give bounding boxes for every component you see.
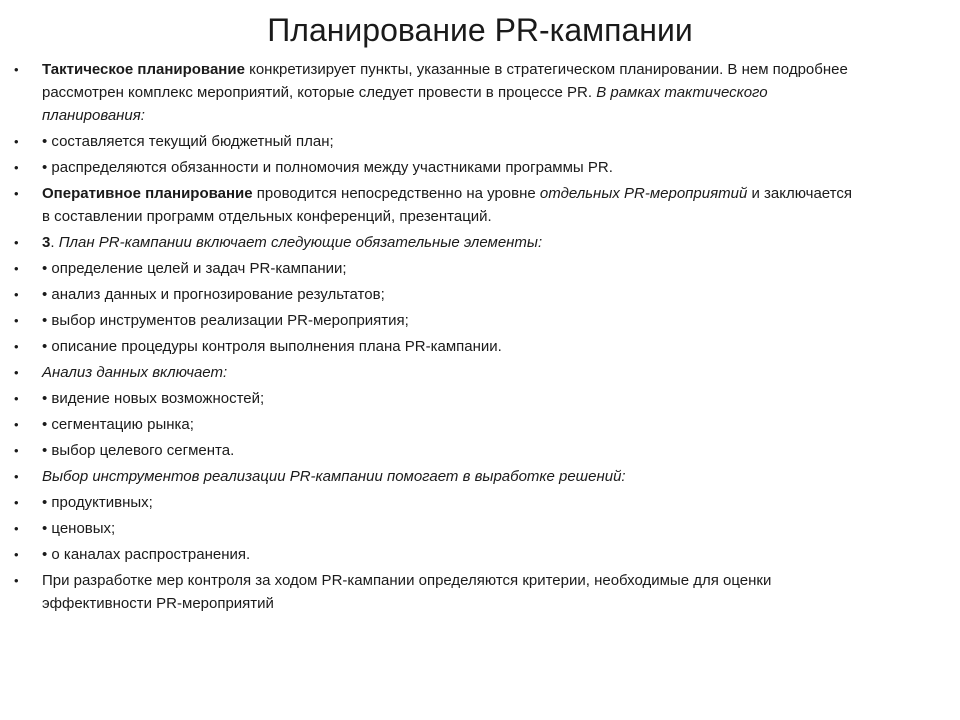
bullet-marker: •	[14, 62, 19, 77]
bullet-marker: •	[14, 160, 19, 175]
bullet-marker: •	[14, 261, 19, 276]
item-text: проводится непосредственно на уровне	[252, 185, 540, 202]
item-text: • описание процедуры контроля выполнения плана PR-кампании.	[42, 338, 502, 355]
item-text-continued: и заключается в составлении программ отдельных конференций, презентаций.	[42, 185, 852, 225]
item-text: • выбор инструментов реализации PR-мероприятия;	[42, 312, 409, 329]
list-item	[14, 130, 864, 153]
italic-text: План PR-кампании включает следующие обязательные элементы:	[58, 234, 543, 251]
list-item	[14, 58, 864, 127]
item-text: • распределяются обязанности и полномочия между участниками программы PR.	[42, 159, 613, 176]
list-item	[14, 387, 864, 410]
bold-term: 3	[42, 234, 51, 251]
item-text: • составляется текущий бюджетный план;	[42, 133, 334, 150]
bullet-marker: •	[14, 547, 19, 562]
italic-text: отдельных PR-мероприятий	[539, 185, 748, 202]
list-item	[14, 543, 864, 566]
bullet-marker: •	[14, 417, 19, 432]
slide-title: Планирование PR-кампании	[267, 12, 693, 48]
bullet-marker: •	[14, 521, 19, 536]
item-text: • продуктивных;	[42, 494, 153, 511]
list-item	[14, 517, 864, 540]
list-item	[14, 156, 864, 179]
list-item	[14, 413, 864, 436]
italic-text: Выбор инструментов реализации PR-кампании помогает в выработке решений:	[42, 468, 626, 485]
bullet-marker: •	[14, 287, 19, 302]
list-item	[14, 283, 864, 306]
item-text: • анализ данных и прогнозирование результатов;	[42, 286, 385, 303]
list-item	[14, 491, 864, 514]
list-item	[14, 569, 864, 615]
bullet-marker: •	[14, 134, 19, 149]
italic-text: Анализ данных включает:	[42, 364, 228, 381]
italic-text: В рамках тактического планирования:	[42, 84, 768, 124]
list-item	[14, 309, 864, 332]
list-item	[14, 335, 864, 358]
bullet-marker: •	[14, 573, 19, 588]
list-item	[14, 439, 864, 462]
bullet-marker: •	[14, 313, 19, 328]
item-text: .	[50, 234, 59, 251]
item-text: • о каналах распространения.	[42, 546, 251, 563]
bold-term: Тактическое планирование	[42, 61, 245, 78]
item-text: • выбор целевого сегмента.	[42, 442, 235, 459]
list-item	[14, 257, 864, 280]
bullet-marker: •	[14, 365, 19, 380]
item-text: конкретизирует пункты, указанные в стратегическом планировании. В нем подробнее рассмотрен комплекс мероприятий, которые следует провести в процессе PR.	[42, 61, 848, 101]
bullet-marker: •	[14, 495, 19, 510]
bullet-marker: •	[14, 186, 19, 201]
list-item	[14, 231, 864, 254]
bold-term: Оперативное планирование	[42, 185, 253, 202]
item-text: • видение новых возможностей;	[42, 390, 265, 407]
bullet-marker: •	[14, 235, 19, 250]
bullet-marker: •	[14, 391, 19, 406]
item-text: • определение целей и задач PR-кампании;	[42, 260, 347, 277]
list-item	[14, 361, 864, 384]
bullet-marker: •	[14, 469, 19, 484]
bullet-marker: •	[14, 339, 19, 354]
bullet-list	[14, 58, 864, 618]
item-text: • ценовых;	[42, 520, 116, 537]
bullet-marker: •	[14, 443, 19, 458]
item-text: • сегментацию рынка;	[42, 416, 194, 433]
list-item	[14, 182, 864, 228]
item-text: При разработке мер контроля за ходом PR-кампании определяются критерии, необходимые для оценки эффективности PR-мероприятий	[42, 572, 772, 612]
list-item	[14, 465, 864, 488]
